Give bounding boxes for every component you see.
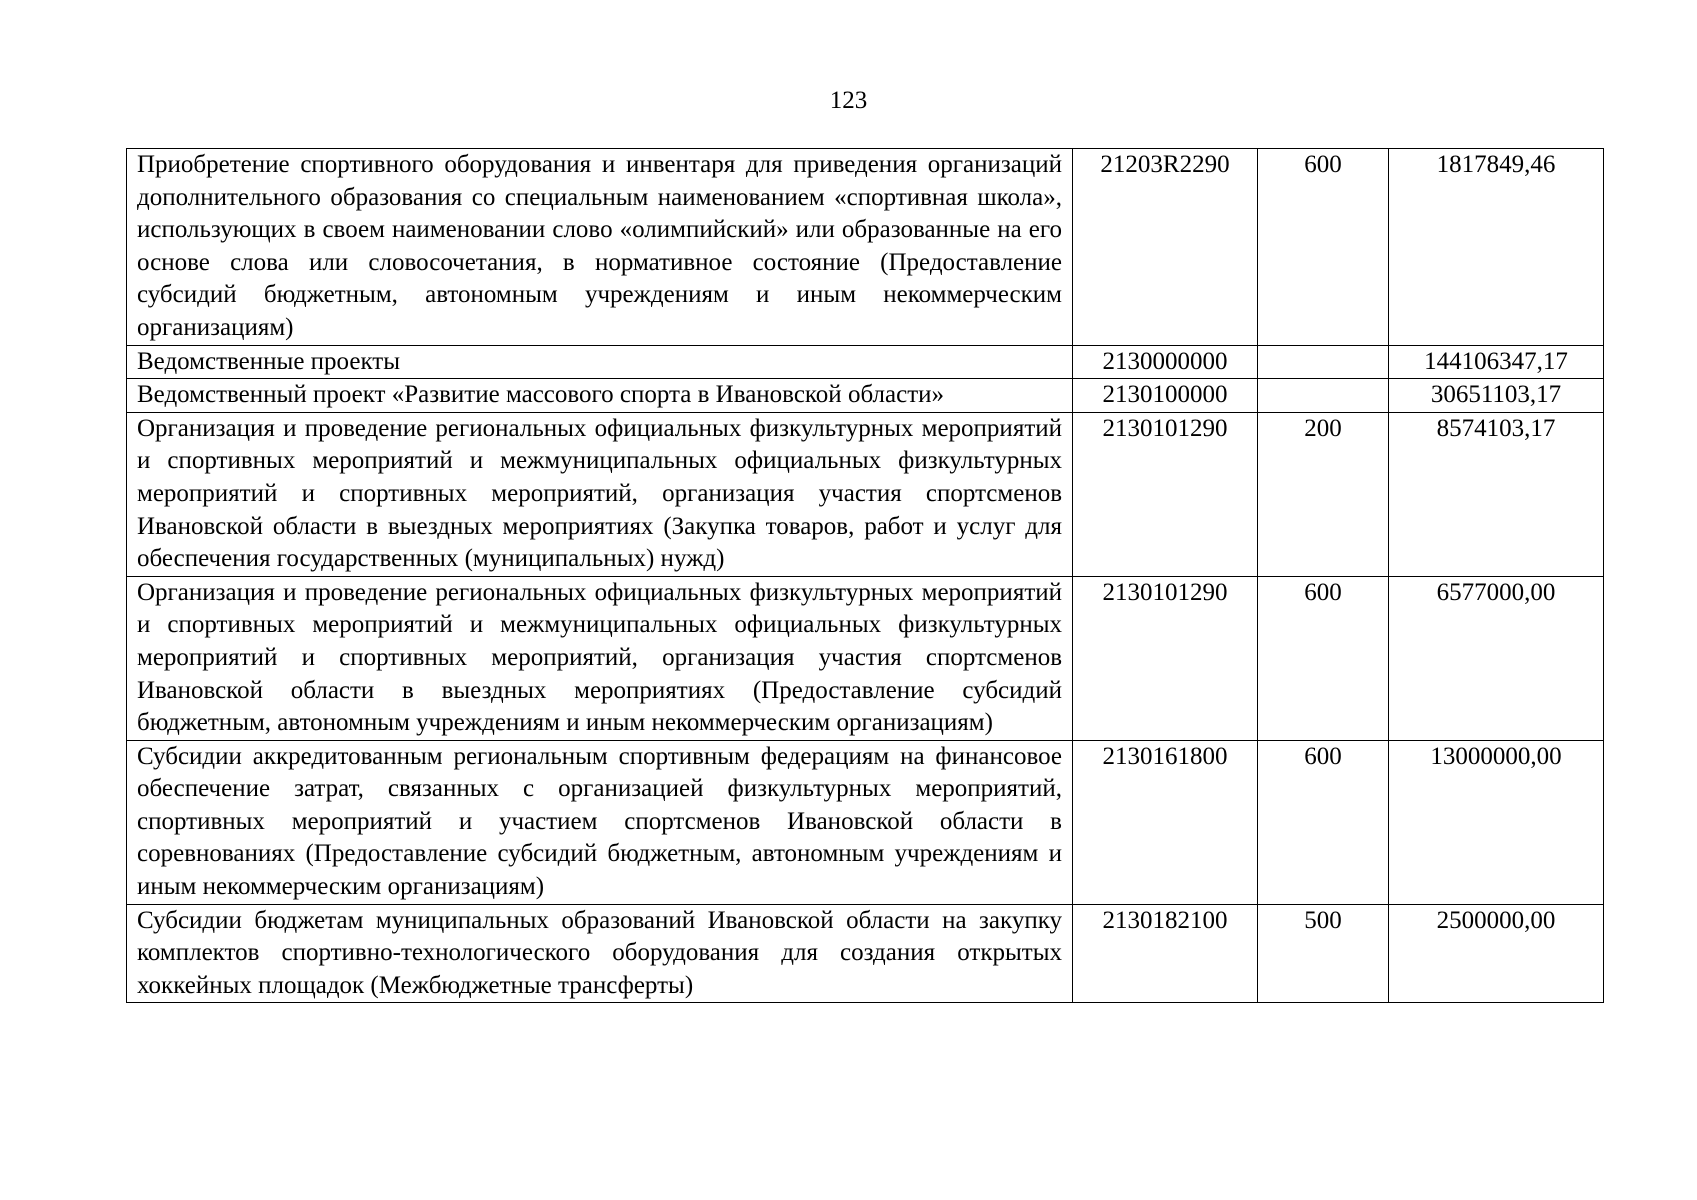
row-target-code: 2130100000 — [1073, 379, 1258, 413]
table-row — [127, 740, 1604, 904]
row-target-code: 2130000000 — [1073, 345, 1258, 379]
row-sum: 2500000,00 — [1389, 904, 1604, 1003]
row-name: Субсидии бюджетам муниципальных образований Ивановской области на закупку комплектов спортивно-технологического оборудования для создания открытых хоккейных площадок (Межбюджетные трансферты) — [127, 904, 1073, 1003]
row-expense-type — [1258, 345, 1389, 379]
row-target-code: 2130182100 — [1073, 904, 1258, 1003]
table-row — [127, 576, 1604, 740]
row-name: Ведомственный проект «Развитие массового спорта в Ивановской области» — [127, 379, 1073, 413]
row-expense-type: 600 — [1258, 576, 1389, 740]
row-expense-type: 600 — [1258, 149, 1389, 346]
row-name: Приобретение спортивного оборудования и инвентаря для приведения организаций дополнительного образования со специальным наименованием «спортивная школа», использующих в своем наименовании слово «олимпийский» или образованные на его основе слова или словосочетания, в нормативное состояние (Предоставление субсидий бюджетным, автономным учреждениям и иным некоммерческим организациям) — [127, 149, 1073, 346]
row-expense-type: 200 — [1258, 412, 1389, 576]
row-target-code: 2130101290 — [1073, 412, 1258, 576]
row-sum: 8574103,17 — [1389, 412, 1604, 576]
row-name: Субсидии аккредитованным региональным спортивным федерациям на финансовое обеспечение затрат, связанных с организацией физкультурных мероприятий, спортивных мероприятий и участием спортсменов Ивановской области в соревнованиях (Предоставление субсидий бюджетным, автономным учреждениям и иным некоммерческим организациям) — [127, 740, 1073, 904]
table-row — [127, 904, 1604, 1003]
row-name: Ведомственные проекты — [127, 345, 1073, 379]
table-row — [127, 379, 1604, 413]
table-row — [127, 345, 1604, 379]
row-expense-type — [1258, 379, 1389, 413]
row-sum: 144106347,17 — [1389, 345, 1604, 379]
row-target-code: 2130161800 — [1073, 740, 1258, 904]
row-expense-type: 600 — [1258, 740, 1389, 904]
table-row — [127, 149, 1604, 346]
budget-table — [126, 148, 1604, 1003]
row-sum: 1817849,46 — [1389, 149, 1604, 346]
table-row — [127, 412, 1604, 576]
row-target-code: 2130101290 — [1073, 576, 1258, 740]
row-sum: 6577000,00 — [1389, 576, 1604, 740]
row-sum: 13000000,00 — [1389, 740, 1604, 904]
row-name: Организация и проведение региональных официальных физкультурных мероприятий и спортивных мероприятий и межмуниципальных официальных физкультурных мероприятий и спортивных мероприятий, организация участия спортсменов Ивановской области в выездных мероприятиях (Предоставление субсидий бюджетным, автономным учреждениям и иным некоммерческим организациям) — [127, 576, 1073, 740]
row-sum: 30651103,17 — [1389, 379, 1604, 413]
page-number: 123 — [829, 87, 868, 114]
row-expense-type: 500 — [1258, 904, 1389, 1003]
row-name: Организация и проведение региональных официальных физкультурных мероприятий и спортивных мероприятий и межмуниципальных официальных физкультурных мероприятий и спортивных мероприятий, организация участия спортсменов Ивановской области в выездных мероприятиях (Закупка товаров, работ и услуг для обеспечения государственных (муниципальных) нужд) — [127, 412, 1073, 576]
row-target-code: 21203R2290 — [1073, 149, 1258, 346]
